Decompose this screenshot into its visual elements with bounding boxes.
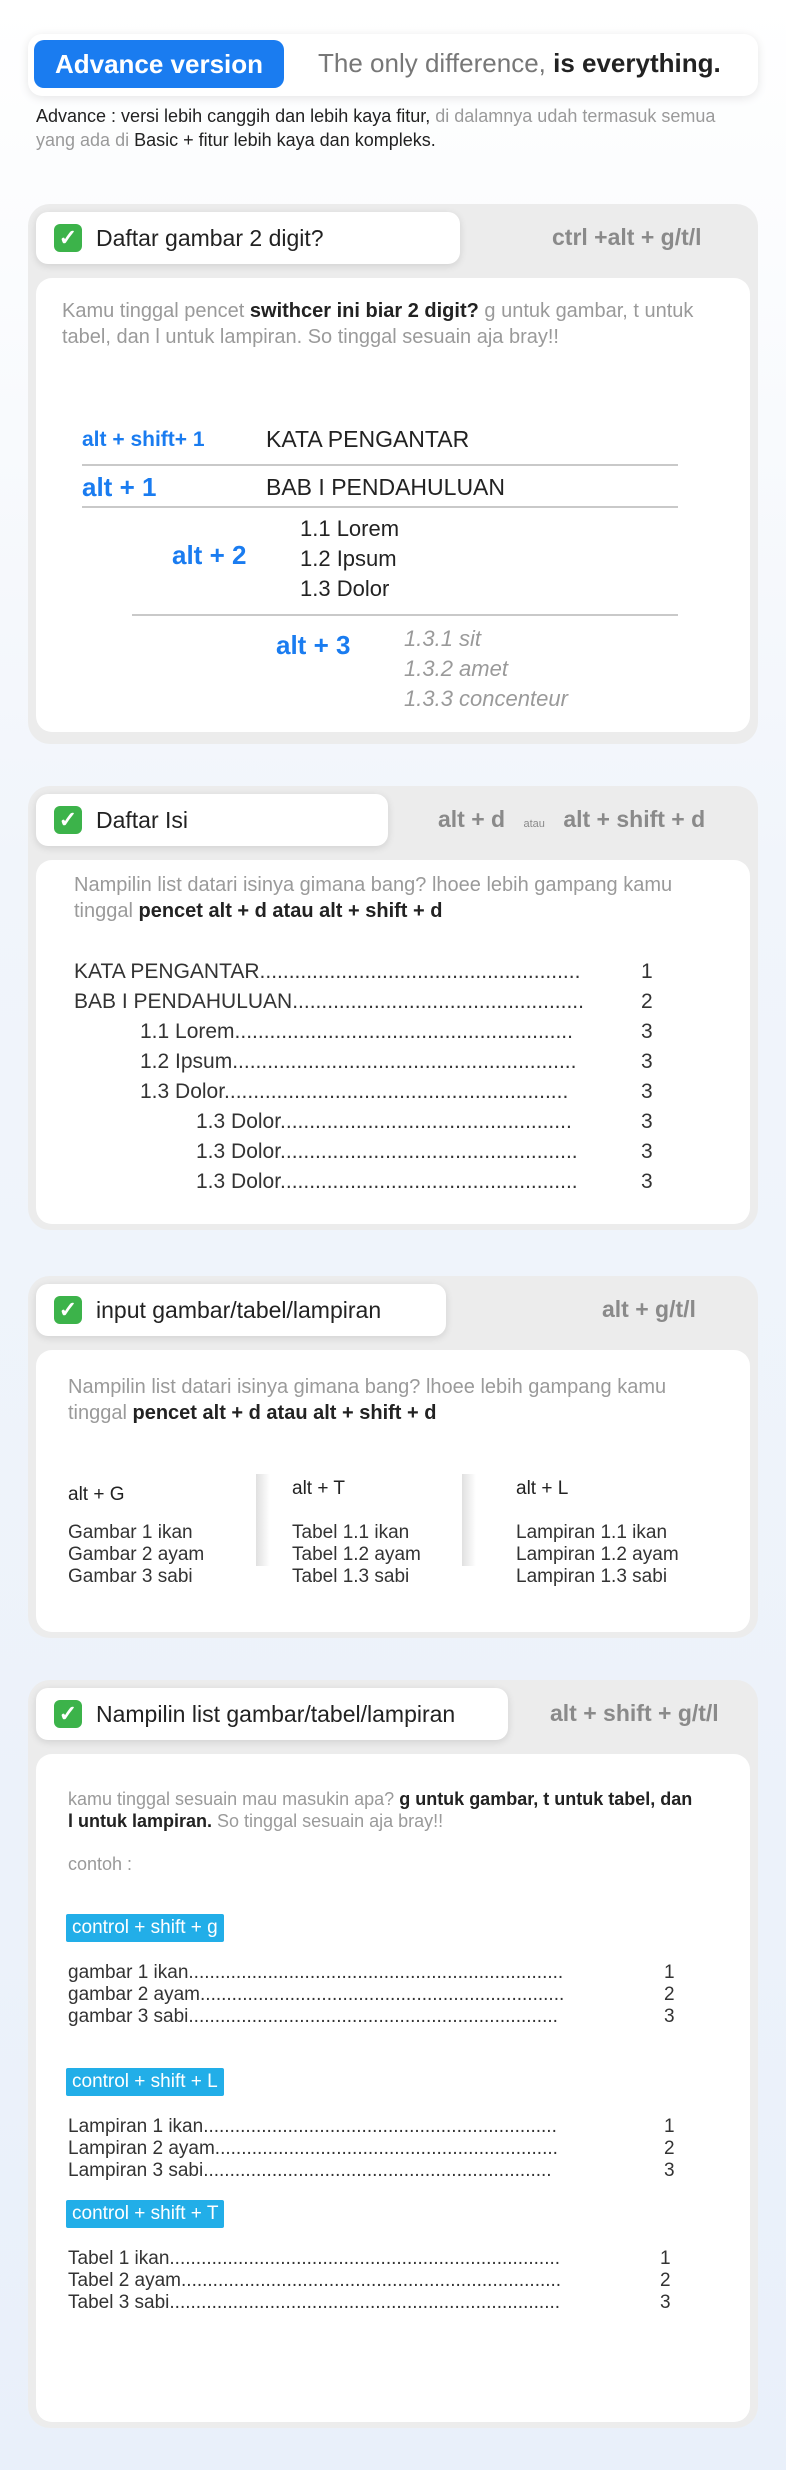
shortcut-tag: control + shift + T	[66, 2200, 224, 2228]
column-list: Tabel 1.1 ikan Tabel 1.2 ayam Tabel 1.3 sabi	[292, 1522, 421, 1587]
list-group: gambar 1 ikan....................................................................... gambar 2 ayam..................................................................... gambar 3 sabi......................................................................	[68, 1962, 565, 2027]
advance-version-badge: Advance version	[34, 40, 284, 88]
column-divider	[256, 1474, 270, 1566]
list-group: Tabel 1 ikan.......................................................................... Tabel 2 ayam........................................................................ Tabel 3 sabi..........................................................................	[68, 2248, 562, 2313]
section-card	[36, 1754, 750, 2422]
toc-page: 3	[641, 1170, 653, 1193]
subsub-item: 1.3.3 concenteur	[404, 686, 568, 711]
toc-entry: 1.2 Ipsum...........................................................	[140, 1050, 577, 1073]
toc-page: 3	[641, 1110, 653, 1133]
section-card	[36, 1350, 750, 1632]
toc-entry: KATA PENGANTAR.......................................................	[74, 960, 581, 983]
page-numbers: 1 2 3	[664, 2116, 675, 2181]
section-description: Nampilin list datari isinya gimana bang? lhoee lebih gampang kamu tinggal pencet alt + d atau alt + shift + d	[74, 874, 673, 922]
shortcut-tag: control + shift + L	[66, 2068, 224, 2096]
section-input	[28, 1276, 758, 1638]
subsub-item: 1.3.1 sit	[404, 626, 482, 651]
toc-page: 3	[641, 1020, 653, 1043]
key-subsub: alt + 3	[276, 630, 351, 660]
checkmark-icon: ✓	[54, 224, 82, 252]
sub-list	[300, 514, 399, 604]
subsub-item: 1.3.2 amet	[404, 656, 508, 681]
section-title-input: ✓ input gambar/tabel/lampiran	[36, 1284, 446, 1336]
column-divider	[462, 1474, 476, 1566]
section-title-daftar-gambar: ✓ Daftar gambar 2 digit?	[36, 212, 460, 264]
checkmark-icon: ✓	[54, 806, 82, 834]
heading-preface: KATA PENGANTAR	[266, 426, 470, 452]
toc-entry: 1.3 Dolor...................................................	[196, 1140, 578, 1163]
checkmark-icon: ✓	[54, 1296, 82, 1324]
key-preface: alt + shift+ 1	[82, 428, 205, 451]
shortcut-label: ctrl +alt + g/t/l	[552, 224, 702, 250]
divider	[82, 506, 678, 508]
toc-page: 2	[641, 990, 653, 1013]
shortcut-label: alt + d atau alt + shift + d	[438, 806, 706, 832]
sub-item: 1.1 Lorem	[300, 516, 400, 541]
heading-bab: BAB I PENDAHULUAN	[266, 474, 506, 500]
section-daftar-gambar	[28, 204, 758, 744]
toc-page: 3	[641, 1080, 653, 1103]
divider	[82, 464, 678, 466]
section-card	[36, 278, 750, 732]
section-description: Nampilin list datari isinya gimana bang? lhoee lebih gampang kamu tinggal pencet alt + d atau alt + shift + d	[68, 1376, 667, 1424]
column-shortcut: alt + G	[68, 1484, 125, 1505]
section-title-nampilin-list: ✓ Nampilin list gambar/tabel/lampiran	[36, 1688, 508, 1740]
sub-item: 1.2 Ipsum	[300, 546, 397, 571]
subsub-list	[404, 624, 568, 714]
list-group: Lampiran 1 ikan................................................................... Lampiran 2 ayam................................................................. Lampiran 3 sabi..................................................................	[68, 2116, 558, 2181]
page-numbers: 1 2 3	[660, 2248, 671, 2313]
shortcut-label: alt + shift + g/t/l	[550, 1700, 719, 1726]
section-title-daftar-isi: ✓ Daftar Isi	[36, 794, 388, 846]
intro-text: Advance : versi lebih canggih dan lebih kaya fitur, di dalamnya udah termasuk semua yang ada di Basic + fitur lebih kaya dan kompleks.	[36, 106, 716, 150]
section-daftar-isi	[28, 786, 758, 1230]
toc-entry: 1.1 Lorem..........................................................	[140, 1020, 573, 1043]
toc-entry: 1.3 Dolor...................................................	[196, 1170, 578, 1193]
header-bar	[28, 34, 758, 96]
example-label: contoh :	[68, 1854, 133, 1874]
shortcut-label: alt + g/t/l	[602, 1296, 696, 1322]
section-nampilin-list	[28, 1680, 758, 2428]
page-numbers: 1 2 3	[664, 1962, 675, 2027]
sub-item: 1.3 Dolor	[300, 576, 390, 601]
section-card	[36, 860, 750, 1224]
column-list: Gambar 1 ikan Gambar 2 ayam Gambar 3 sabi	[68, 1522, 205, 1587]
column-shortcut: alt + L	[516, 1478, 569, 1499]
section-description: kamu tinggal sesuain mau masukin apa? g untuk gambar, t untuk tabel, dan l untuk lampiran. So tinggal sesuain aja bray!!	[68, 1789, 693, 1831]
shortcut-tag: control + shift + g	[66, 1914, 224, 1942]
tagline: The only difference, is everything.	[318, 48, 721, 78]
toc-page: 1	[641, 960, 653, 983]
divider	[132, 614, 678, 616]
toc-page: 3	[641, 1140, 653, 1163]
checkmark-icon: ✓	[54, 1700, 82, 1728]
column-shortcut: alt + T	[292, 1478, 345, 1499]
key-bab: alt + 1	[82, 472, 157, 502]
toc-entry: 1.3 Dolor...........................................................	[140, 1080, 569, 1103]
toc-entry: 1.3 Dolor..................................................	[196, 1110, 572, 1133]
column-list: Lampiran 1.1 ikan Lampiran 1.2 ayam Lampiran 1.3 sabi	[516, 1522, 679, 1587]
toc-entry: BAB I PENDAHULUAN..................................................	[74, 990, 584, 1013]
toc-page: 3	[641, 1050, 653, 1073]
key-sub: alt + 2	[172, 540, 247, 570]
section-description: Kamu tinggal pencet swithcer ini biar 2 digit? g untuk gambar, t untuk tabel, dan l untuk lampiran. So tinggal sesuain aja bray!!	[62, 300, 694, 348]
